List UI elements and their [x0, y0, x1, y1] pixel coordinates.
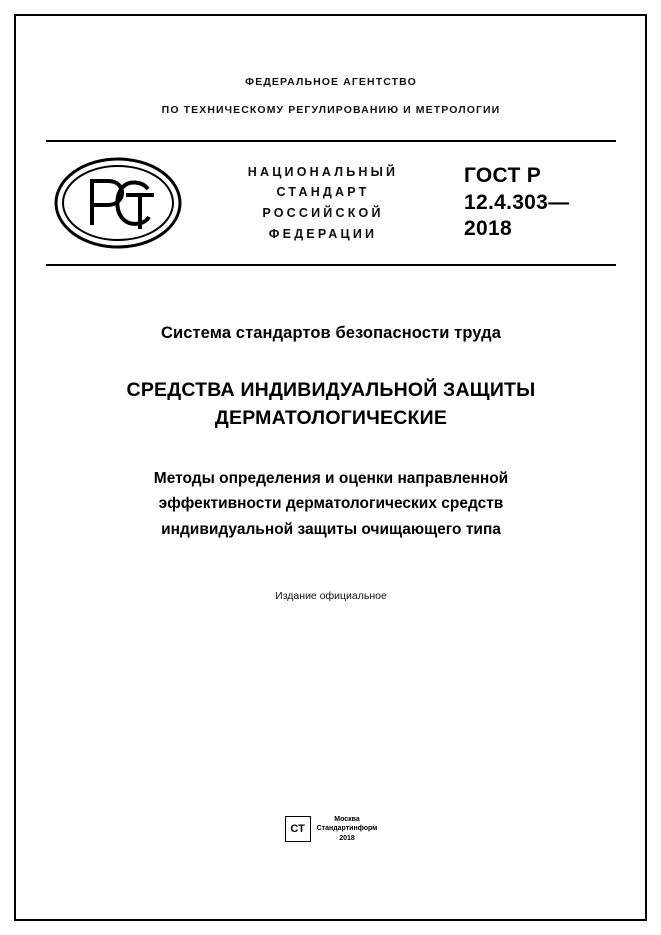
emblem-title-row: [46, 142, 616, 264]
publisher-year: 2018: [339, 834, 355, 842]
subtitle-line-3: индивидуальной защиты очищающего типа: [161, 520, 501, 538]
publisher-block: [46, 815, 616, 843]
main-title-line-1: СРЕДСТВА ИНДИВИДУАЛЬНОЙ ЗАЩИТЫ: [126, 379, 536, 401]
page-content: [46, 46, 616, 889]
publisher-city: Москва: [334, 815, 360, 823]
divider-bottom: [46, 264, 616, 266]
agency-header: [46, 76, 616, 116]
publisher-text: [317, 815, 378, 843]
agency-line-1: ФЕДЕРАЛЬНОЕ АГЕНТСТВО: [245, 76, 417, 88]
main-title-line-2: ДЕРМАТОЛОГИЧЕСКИЕ: [214, 406, 448, 429]
designation-line-3: 2018: [464, 217, 512, 241]
agency-line-2: ПО ТЕХНИЧЕСКОМУ РЕГУЛИРОВАНИЮ И МЕТРОЛОГИИ: [161, 104, 501, 116]
standard-designation: [464, 163, 614, 244]
standartinform-logo-icon: [285, 816, 311, 842]
publisher-mark-text: СТ: [290, 822, 305, 835]
rosstandart-logo-icon: [48, 155, 188, 251]
standard-title-line-1: НАЦИОНАЛЬНЫЙ: [247, 164, 399, 179]
standard-title-line-2: СТАНДАРТ: [276, 185, 370, 200]
subtitle-line-2: эффективности дерматологических средств: [158, 495, 504, 513]
designation-line-2: 12.4.303—: [464, 190, 570, 214]
document-subtitle: [46, 466, 616, 541]
standard-title-line-3: РОССИЙСКОЙ: [262, 206, 384, 220]
page-title: [46, 377, 616, 432]
edition-note: Издание официальное: [275, 589, 387, 602]
subtitle-line-1: Методы определения и оценки направленной: [153, 470, 509, 488]
system-title: Система стандартов безопасности труда: [160, 324, 502, 342]
standard-title: [188, 162, 464, 245]
standard-title-line-4: ФЕДЕРАЦИИ: [268, 226, 378, 241]
publisher-name: Стандартинформ: [316, 825, 378, 833]
designation-line-1: ГОСТ Р: [464, 163, 542, 187]
